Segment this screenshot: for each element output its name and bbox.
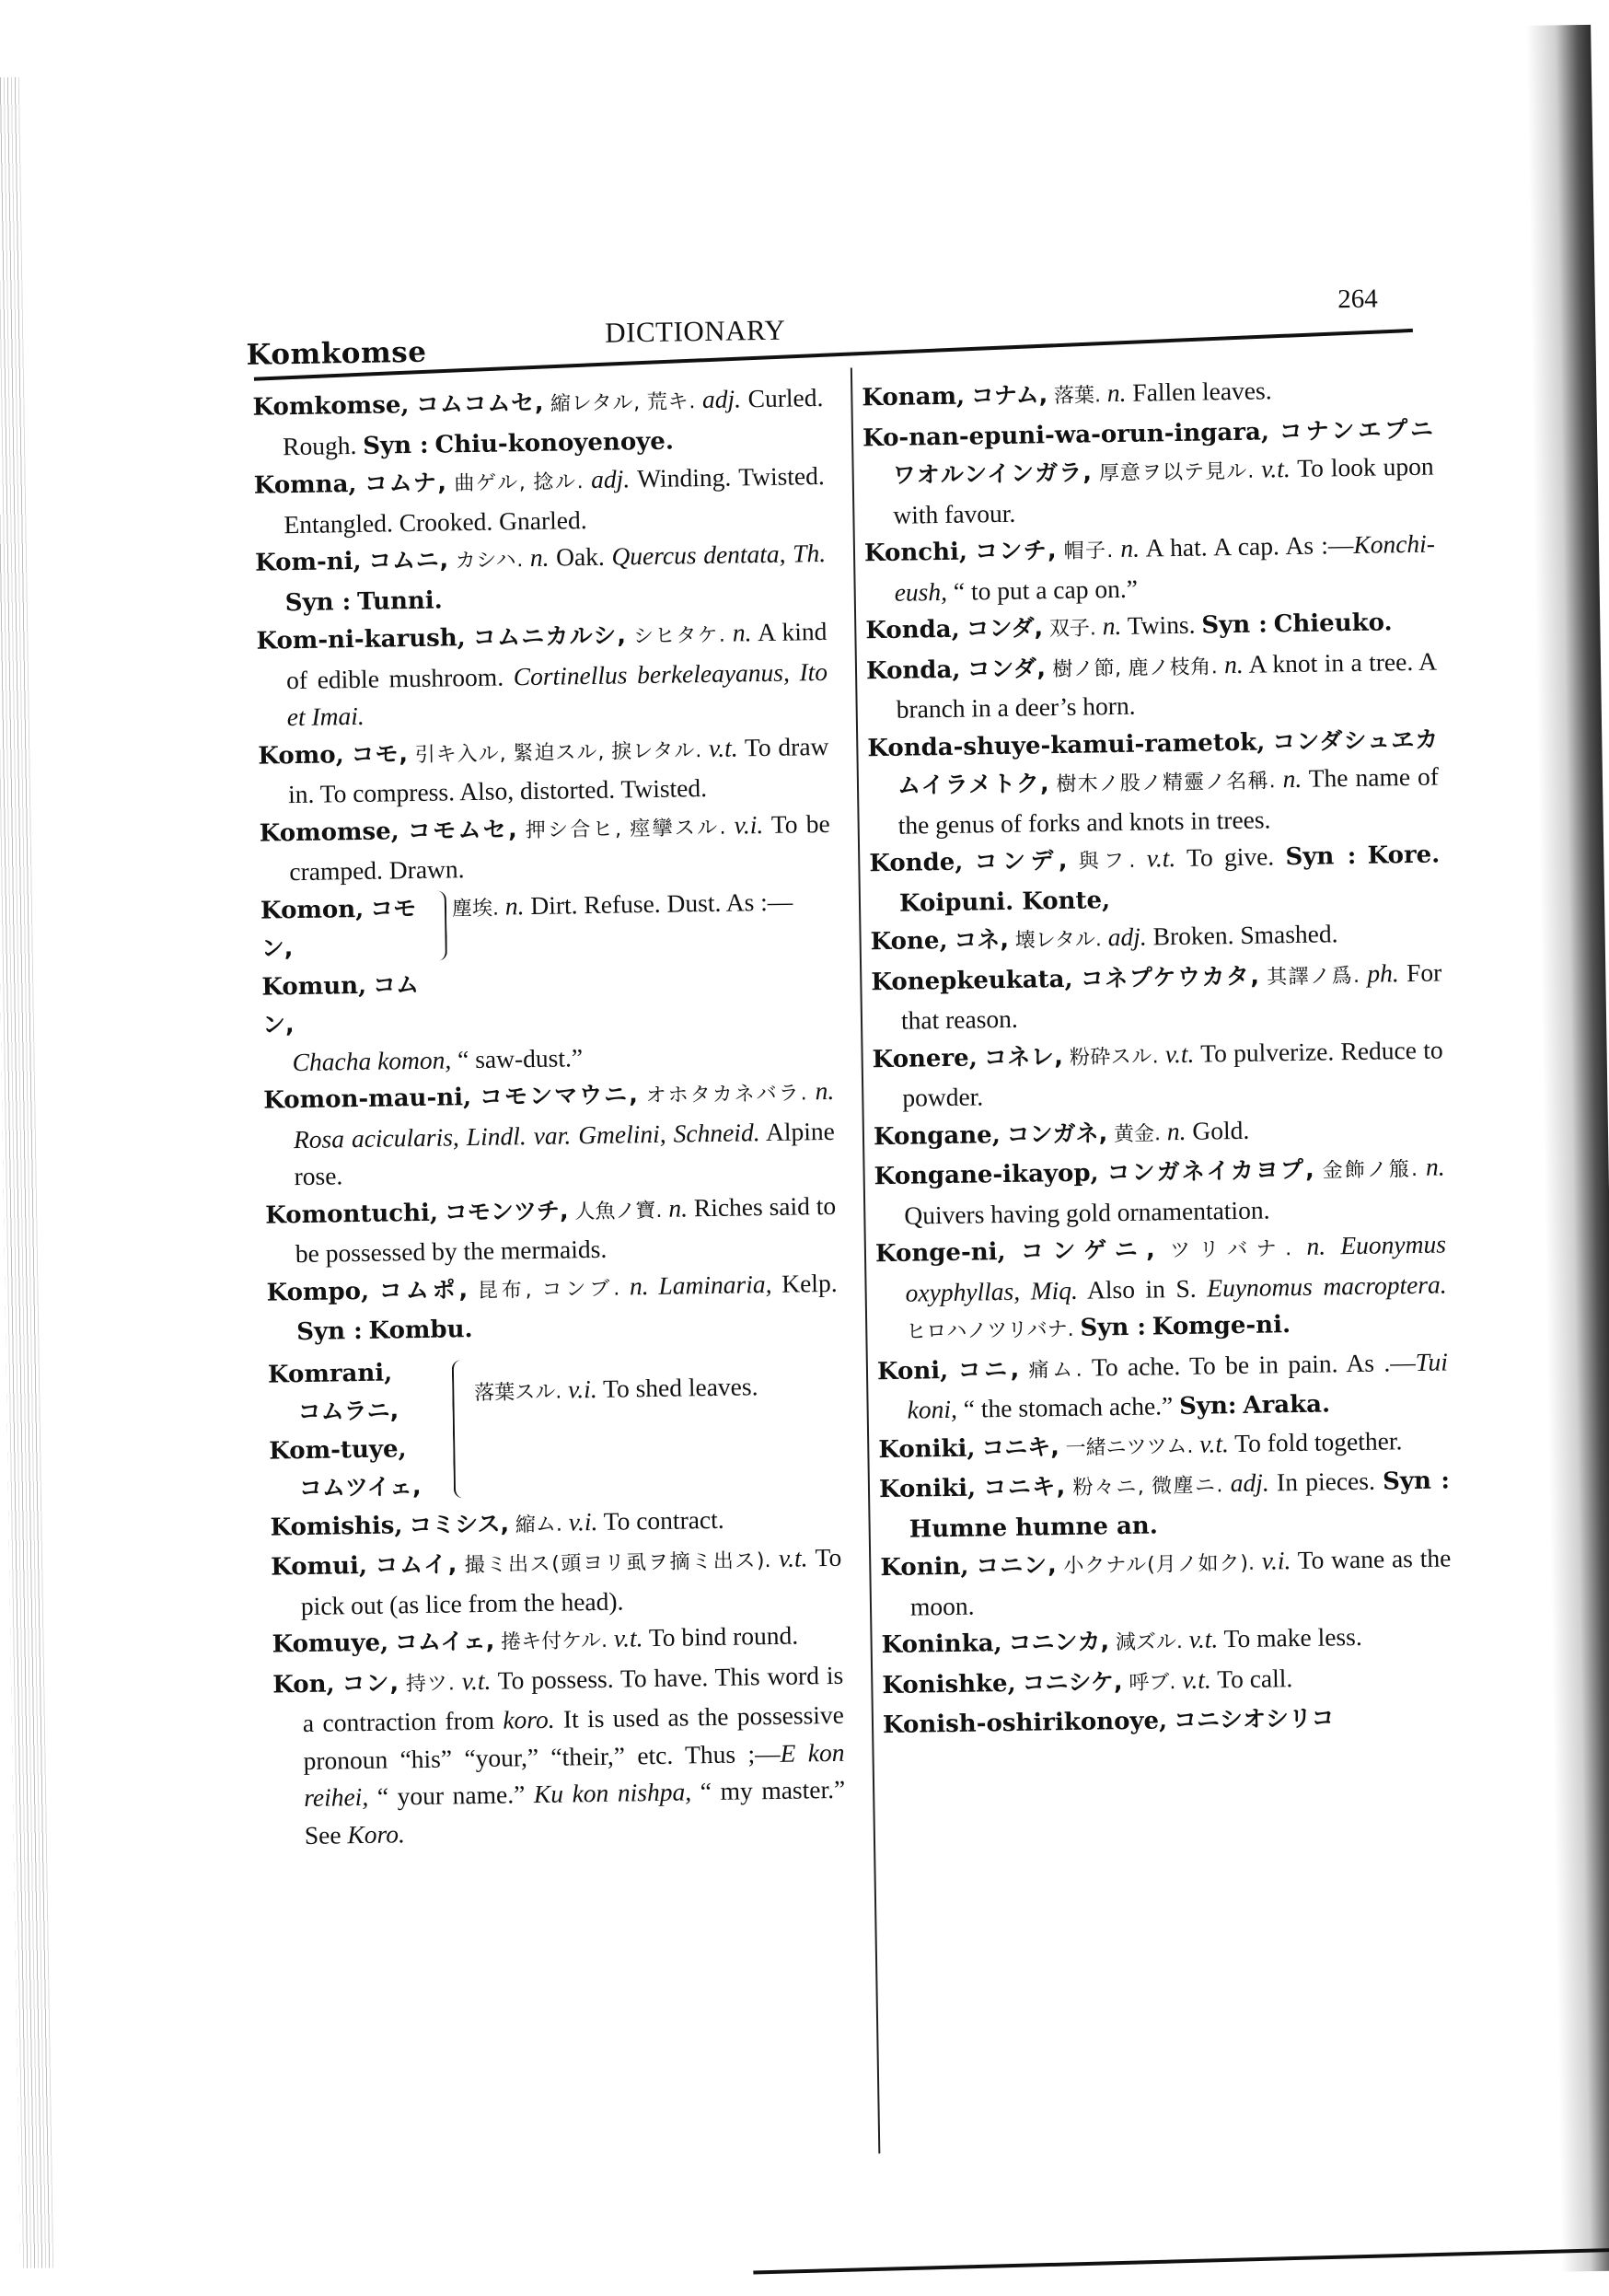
part-of-speech: v.i. [734, 809, 764, 840]
katakana: コニシオシリコ [1173, 1704, 1335, 1734]
japanese-gloss: ツリバナ. [1169, 1237, 1292, 1263]
japanese-gloss: 粉砕スル. [1069, 1044, 1159, 1070]
japanese-gloss: シヒタケ. [632, 623, 726, 649]
entry-kom-ni [255, 535, 827, 622]
definition: Oak. [555, 541, 606, 572]
katakana: コムナ, [364, 469, 447, 497]
entry-konish-oshirikonoye [883, 1697, 1454, 1744]
entry-komon-mau-ni [263, 1073, 836, 1196]
headword: Konere, [872, 1043, 978, 1073]
headword: Konda, [865, 615, 960, 645]
definition: To contract. [603, 1504, 724, 1536]
katakana: コムポ, [378, 1275, 469, 1305]
part-of-speech: n. [529, 542, 550, 573]
synonym-label: Syn : [1285, 841, 1357, 872]
japanese-gloss: 双子. [1048, 617, 1097, 642]
japanese-gloss: 其譯ノ爲. [1267, 964, 1360, 989]
paired-definition [452, 882, 834, 1040]
see-reference[interactable]: Koro. [347, 1818, 406, 1849]
grouped-definition [474, 1346, 841, 1504]
synonym-label: Syn : [1080, 1313, 1147, 1342]
katakana: コニキ, [981, 1432, 1059, 1461]
definition: To shed leaves. [602, 1371, 758, 1403]
headword: Konepkeukata, [871, 965, 1073, 996]
headword: Konchi, [863, 538, 968, 568]
katakana: コミシス, [409, 1509, 510, 1538]
example: Chacha komon, [292, 1044, 452, 1076]
katakana: コニン, [976, 1551, 1057, 1580]
entry-konda-knot [866, 643, 1438, 729]
headword: Kongane, [873, 1120, 1001, 1151]
entry-konda-shuye-kamui-rametok [867, 720, 1440, 844]
headword: Konde, [869, 848, 964, 878]
grouped-headwords [268, 1352, 455, 1508]
part-of-speech: v.t. [1260, 454, 1291, 483]
synonym-label: Syn : [1382, 1467, 1451, 1496]
synonym-label: Syn : [362, 431, 429, 460]
cross-reference: koro. [503, 1704, 555, 1734]
definition: To possess. To have. This word is a contraction from [302, 1660, 844, 1738]
synonym: Humne humne an. [909, 1511, 1158, 1544]
headword: Komui, [271, 1551, 368, 1582]
part-of-speech: v.t. [613, 1623, 643, 1652]
part-of-speech: n. [732, 618, 752, 647]
part-of-speech: v.t. [461, 1665, 492, 1695]
japanese-gloss: 曲ゲル, 捻ル. [454, 470, 584, 496]
part-of-speech: v.t. [708, 732, 738, 762]
japanese-gloss: 金飾ノ箙. [1322, 1157, 1418, 1183]
part-of-speech: n. [1306, 1231, 1326, 1260]
definition: Dirt. Refuse. Dust. As :— [530, 887, 793, 920]
entry-komkomse [252, 379, 824, 467]
definition: Gold. [1192, 1115, 1250, 1145]
japanese-gloss: 帽子. [1063, 539, 1114, 563]
definition: It is used as the possessive pronoun “his” “your,” “their,” etc. Thus ;— [303, 1699, 845, 1775]
headword: Koniki, [878, 1434, 976, 1464]
entry-ko-nan-epuni-wa-orun-ingara [862, 410, 1435, 534]
entry-koniki-pieces [879, 1461, 1451, 1548]
headword: Koniki, [878, 1474, 977, 1504]
japanese-gloss: 痛ム. [1028, 1358, 1082, 1383]
entry-koni [877, 1343, 1449, 1431]
japanese-gloss: ヒロハノツリバナ. [906, 1317, 1074, 1344]
katakana: コニシケ, [1022, 1667, 1123, 1697]
entry-konchi [864, 526, 1436, 612]
headword: Kom-ni-karush, [256, 624, 466, 655]
japanese-gloss: 押シ合ヒ, 痙攣スル. [525, 816, 726, 842]
synonym-label: Syn : [296, 1316, 363, 1347]
definition: Curled. Rough. [282, 382, 824, 460]
definition: To call. [1216, 1663, 1293, 1693]
katakana: コニキ, [983, 1473, 1066, 1502]
synonym-label: Syn: [1178, 1392, 1237, 1421]
headword: Konishke, [882, 1669, 1016, 1699]
part-of-speech: n. [815, 1075, 835, 1106]
headword: Komna, [253, 470, 357, 500]
katakana: コンチ, [974, 537, 1057, 565]
definition: The name of the genus of forks and knots in trees. [897, 761, 1440, 840]
scientific-name: Euonymus oxyphyllas, Miq. [905, 1229, 1447, 1307]
headword: Komishis, [270, 1511, 403, 1542]
example-gloss: “ my master.” [700, 1774, 846, 1806]
definition: Broken. Smashed. [1152, 919, 1338, 951]
part-of-speech: adj. [590, 464, 631, 493]
part-of-speech: n. [668, 1192, 689, 1223]
katakana: コンダシュヱカムイラメトク, [897, 725, 1439, 799]
japanese-gloss: 塵埃. [451, 897, 500, 921]
entry-komon-komun [260, 882, 834, 1044]
japanese-gloss: 厚意ヲ以テ見ル. [1098, 459, 1255, 486]
katakana: コムツイェ, [298, 1472, 422, 1502]
japanese-gloss: 落葉スル. [474, 1380, 562, 1405]
katakana: コナム, [970, 381, 1048, 410]
katakana: コムラニ, [297, 1397, 399, 1426]
katakana: コン, [341, 1668, 399, 1697]
japanese-gloss: 減ズル. [1115, 1630, 1184, 1655]
definition: A hat. A cap. As :— [1145, 529, 1354, 562]
definition: A kind of edible mushroom. [285, 616, 828, 694]
japanese-gloss: 落葉. [1053, 384, 1102, 409]
definition: To fold together. [1233, 1425, 1403, 1457]
part-of-speech: n. [1120, 533, 1140, 562]
headword: Komun, [261, 971, 367, 1002]
katakana: コナンエプニワオルンインガラ, [892, 415, 1434, 489]
japanese-gloss: 縮レタル, 荒キ. [550, 390, 696, 416]
part-of-speech: n. [1106, 377, 1127, 408]
definition: Quivers having gold ornamentation. [904, 1194, 1270, 1230]
part-of-speech: v.t. [1181, 1664, 1212, 1694]
synonym: Kore. Koipuni. Konte, [898, 841, 1441, 918]
part-of-speech: n. [629, 1270, 649, 1300]
entry-komrani-komtuye [268, 1346, 841, 1508]
part-of-speech: n. [1282, 763, 1302, 794]
katakana: コンゲニ, [1020, 1235, 1155, 1265]
katakana: コモン, [260, 894, 417, 962]
part-of-speech: v.i. [568, 1506, 598, 1536]
entry-kompo [266, 1264, 838, 1351]
definition: Alpine rose. [294, 1116, 836, 1191]
katakana: コンダ, [967, 654, 1047, 683]
definition: In pieces. [1276, 1466, 1376, 1497]
running-head [246, 284, 1416, 376]
katakana: コムイェ, [394, 1627, 495, 1656]
headword: Komuye, [272, 1629, 389, 1659]
japanese-gloss: 與フ. [1078, 849, 1136, 874]
katakana: コムコムセ, [415, 388, 544, 418]
japanese-gloss: 引キ入ル, 緊迫スル, 捩レタル. [414, 738, 702, 767]
scientific-name: Laminaria, [658, 1269, 772, 1300]
example-gloss: “ the stomach ache.” [963, 1391, 1174, 1423]
definition: Twins. [1127, 609, 1196, 640]
entry-kom-ni-karush [256, 613, 828, 736]
definition: Riches said to be possessed by the mermaids. [295, 1190, 837, 1269]
see-label: See [304, 1819, 341, 1850]
entry-konde [869, 836, 1441, 923]
katakana: コニンカ, [1008, 1628, 1110, 1656]
definition: Winding. Twisted. Entangled. Crooked. Gnarled. [284, 460, 825, 539]
part-of-speech: v.i. [1261, 1546, 1291, 1575]
headword: Kom-tuye, [269, 1434, 407, 1466]
headword: Kom-ni, [254, 547, 362, 577]
definition: Fallen leaves. [1132, 376, 1272, 407]
katakana: コネ, [954, 925, 1010, 954]
part-of-speech: n. [1223, 649, 1244, 678]
definition: A knot in a tree. A branch in a deer’s horn. [896, 646, 1438, 724]
page-title: DICTIONARY [604, 313, 786, 349]
part-of-speech: n. [1166, 1116, 1186, 1145]
katakana: コムニ, [368, 546, 449, 574]
example: E kon reihei, [303, 1737, 845, 1813]
scientific-name: Rosa acicularis, Lindl. var. Gmelini, Schneid. [293, 1117, 760, 1154]
example-gloss: “ saw-dust.” [457, 1042, 584, 1073]
entry-konere [872, 1031, 1443, 1118]
part-of-speech: adj. [1230, 1467, 1269, 1498]
definition: To give. [1186, 841, 1275, 872]
katakana: コモ, [351, 739, 409, 768]
japanese-gloss: 一緒ニツツム. [1065, 1434, 1194, 1460]
part-of-speech: v.t. [1199, 1428, 1230, 1458]
page-number: 264 [1337, 284, 1379, 315]
entry-komna [253, 458, 825, 544]
right-column [862, 370, 1453, 1745]
brace [452, 1360, 469, 1498]
scan-bottom-edge [753, 2247, 1609, 2274]
japanese-gloss: 小クナル(月ノ如ク). [1063, 1551, 1256, 1579]
japanese-gloss: オホタカネバラ. [645, 1082, 807, 1108]
katakana: コンガネ, [1006, 1119, 1108, 1148]
example-gloss: “ your name.” [376, 1780, 526, 1811]
definition: To bind round. [648, 1620, 799, 1652]
headword: Konin, [880, 1552, 969, 1583]
entry-konin [880, 1539, 1452, 1626]
scan-page-shadow [1526, 25, 1609, 2272]
part-of-speech: n. [1102, 610, 1122, 641]
katakana: コムニカルシ, [472, 621, 627, 651]
japanese-gloss: 黄金. [1113, 1121, 1162, 1146]
definition: To pick out (as lice from the head). [300, 1542, 842, 1620]
katakana: コンダ, [966, 614, 1044, 643]
entry-komui [271, 1539, 842, 1626]
katakana: コニ, [957, 1355, 1020, 1384]
headword: Koninka, [881, 1629, 1002, 1660]
japanese-gloss: 縮ム. [515, 1513, 563, 1536]
example: Konchi-eush, [894, 528, 1436, 607]
definition: For that reason. [900, 957, 1442, 1035]
part-of-speech: adj. [701, 384, 742, 414]
katakana: コンデ, [974, 846, 1068, 875]
japanese-gloss: 昆布, コンブ. [477, 1277, 620, 1303]
synonym-label: Syn : [284, 587, 352, 617]
synonym: Kombu. [368, 1316, 473, 1345]
entry-konge-ni [875, 1225, 1448, 1351]
japanese-gloss: 撮ミ出ス(頭ヨリ虱ヲ摘ミ出ス). [464, 1549, 771, 1578]
guide-word: Komkomse [246, 335, 427, 372]
headword: Koni, [876, 1356, 949, 1386]
headword: Komon, [260, 895, 365, 925]
definition: To draw in. To compress. Also, distorted. Twisted. [287, 731, 829, 809]
entry-kongane-ikayop [874, 1148, 1445, 1235]
part-of-speech: n. [504, 890, 525, 920]
headword: Konge-ni, [874, 1237, 1006, 1269]
part-of-speech: n. [1425, 1152, 1445, 1181]
headword: Konda-shuye-kamui-rametok, [867, 727, 1266, 762]
katakana: コモムセ, [407, 815, 517, 844]
example-gloss: “ to put a cap on.” [953, 574, 1139, 606]
headword: Ko-nan-epuni-wa-orun-ingara, [862, 417, 1270, 452]
katakana: コンガネイカヨプ, [1106, 1155, 1314, 1187]
synonym: Chieuko. [1273, 609, 1393, 639]
part-of-speech: adj. [1107, 922, 1147, 952]
headword: Konish-oshirikonoye, [882, 1707, 1168, 1740]
headword: Komomse, [259, 817, 399, 848]
japanese-gloss: 捲キ付ケル. [500, 1629, 608, 1654]
synonym: Tunni. [356, 586, 443, 616]
part-of-speech: v.t. [1146, 843, 1176, 873]
headword: Kone, [870, 926, 948, 957]
japanese-gloss: 人魚ノ寶. [574, 1199, 663, 1223]
part-of-speech: v.t. [1164, 1038, 1195, 1068]
definition: Also in S. [1086, 1273, 1197, 1305]
katakana: コネレ, [983, 1042, 1063, 1071]
japanese-gloss: 壊レタル. [1014, 928, 1103, 953]
definition: To wane as the moon. [909, 1543, 1452, 1621]
synonym: Komge-ni. [1152, 1311, 1291, 1341]
synonym: Chiu-konoyenoye. [434, 427, 675, 459]
synonym-label: Syn : [1201, 610, 1268, 640]
scan-binding-edge [0, 77, 53, 2268]
katakana: コモンツチ, [444, 1196, 569, 1226]
headword: Komkomse, [252, 391, 410, 422]
example: Tui koni, [907, 1346, 1449, 1424]
definition: Kelp. [781, 1268, 838, 1298]
part-of-speech: ph. [1367, 957, 1399, 988]
entry-komontuchi [265, 1187, 837, 1273]
headword: Komontuchi, [265, 1199, 439, 1230]
paired-headwords [260, 888, 438, 1044]
scientific-name: Euynomus macroptera. [1207, 1269, 1447, 1303]
japanese-gloss: 樹ノ節, 鹿ノ枝角. [1052, 655, 1218, 681]
headword: Konam, [862, 382, 966, 412]
headword: Kongane-ikayop, [874, 1159, 1099, 1191]
japanese-gloss: 樹木ノ股ノ精靈ノ名稱. [1056, 770, 1276, 797]
headword: Kon, [272, 1669, 335, 1699]
headword: Komo, [258, 740, 344, 771]
scientific-name: Quercus dentata, Th. [611, 538, 827, 571]
japanese-gloss: 粉々ニ, 微塵ニ. [1072, 1474, 1223, 1500]
definition: To look upon with favour. [893, 451, 1434, 529]
left-column [252, 379, 846, 1855]
entry-konepkeukata [871, 954, 1442, 1040]
headword: Konda, [865, 655, 961, 685]
headword: Kompo, [266, 1277, 370, 1307]
katakana: コネプケウカタ, [1080, 962, 1260, 992]
scientific-name: Cortinellus berkeleayanus, Ito et Imai. [286, 656, 828, 732]
part-of-speech: v.i. [567, 1374, 597, 1403]
entry-komo [258, 727, 829, 814]
entry-kon [272, 1656, 846, 1854]
definition: To ache. To be in pain. As .— [1091, 1347, 1416, 1382]
part-of-speech: v.t. [1188, 1624, 1219, 1653]
example: Ku kon nishpa, [533, 1777, 692, 1809]
headword: Komon-mau-ni, [263, 1084, 472, 1115]
headword: Komrani, [267, 1358, 393, 1389]
katakana: コモンマウニ, [479, 1081, 638, 1110]
japanese-gloss: 持ツ. [405, 1671, 456, 1696]
katakana: コムイ, [375, 1550, 457, 1579]
definition: To pulverize. Reduce to powder. [902, 1034, 1443, 1112]
japanese-gloss: カシハ. [455, 549, 524, 574]
japanese-gloss: 呼ブ. [1129, 1670, 1176, 1695]
synonym: Araka. [1243, 1390, 1331, 1420]
brace [435, 890, 447, 960]
katakana: コムン, [261, 970, 420, 1038]
entry-komomse [259, 805, 830, 891]
part-of-speech: v.t. [778, 1543, 808, 1572]
definition: To be cramped. Drawn. [289, 808, 830, 887]
definition: To make less. [1223, 1621, 1362, 1653]
